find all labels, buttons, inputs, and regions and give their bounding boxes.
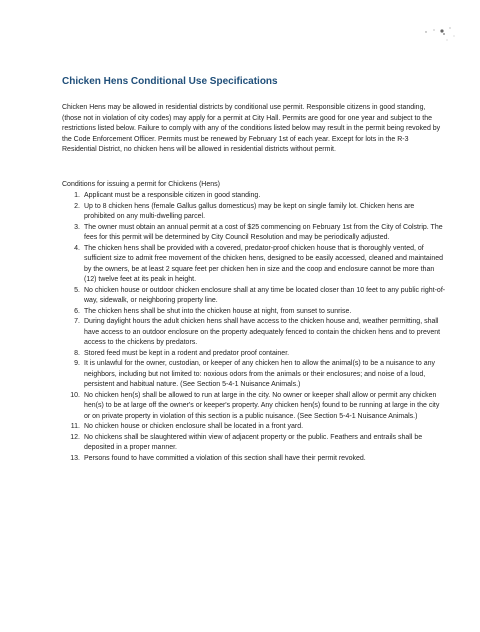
condition-number: 3. xyxy=(74,223,80,231)
condition-item xyxy=(62,191,446,202)
condition-number: 5. xyxy=(74,286,80,294)
conditions-list xyxy=(62,191,446,464)
condition-item xyxy=(62,286,446,307)
condition-number: 2. xyxy=(74,202,80,210)
condition-text: The chicken hens shall be provided with a covered, predator-proof chicken house that is thoroughly vented, of sufficient size to admit free movement of the chicken hens, designed to be easily accessed, cleaned and maintained by the owners, be at least 2 square feet per chicken hen in size and the coop and enclosure cannot be more than (12) twelve feet at its peak in height. xyxy=(84,244,444,283)
condition-text: No chicken house or outdoor chicken enclosure shall at any time be located closer than 10 feet to any public right-of-way, sidewalk, or neighboring property line. xyxy=(84,286,446,304)
condition-item xyxy=(62,454,446,465)
condition-number: 1. xyxy=(74,192,80,199)
condition-item xyxy=(62,317,446,349)
condition-item xyxy=(62,359,446,391)
condition-item xyxy=(62,223,446,244)
condition-item xyxy=(62,391,446,423)
intro-paragraph: Chicken Hens may be allowed in residential districts by conditional use permit. Responsible citizens in good standing, (those not in violation of city codes) may apply for a permit at City Hall. Permits are good for one year and subject to the restrictions listed below. Failure to comply with any of the conditions listed below may result in the permit being revoked by the Code Enforcement Officer. Permits must be renewed by February 1st of each year. Except for lots in the R-3 Residential District, no chicken hens will be allowed in residential districts without permit. xyxy=(62,104,441,153)
scan-speck-mark xyxy=(420,18,460,48)
condition-text: The owner must obtain an annual permit at a cost of $25 commencing on February 1st from the City of Colstrip. The fees for this permit will be determined by City Council Resolution and may be periodically adjusted. xyxy=(84,223,443,241)
condition-number: 13. xyxy=(70,454,80,462)
document-title: Chicken Hens Conditional Use Specifications xyxy=(62,76,278,87)
condition-text: Stored feed must be kept in a rodent and predator proof container. xyxy=(84,349,290,357)
condition-item xyxy=(62,422,446,433)
condition-number: 6. xyxy=(74,307,80,315)
condition-text: Persons found to have committed a violation of this section shall have their permit revoked. xyxy=(84,454,366,462)
conditions-heading: Conditions for issuing a permit for Chickens (Hens) xyxy=(62,181,220,188)
condition-number: 8. xyxy=(74,349,80,357)
condition-text: During daylight hours the adult chicken hens shall have access to the chicken house and, weather permitting, shall have access to an outdoor enclosure on the property adequately fenced to contain the chicken hens and to prevent access to the chickens by predators. xyxy=(84,318,441,346)
condition-number: 9. xyxy=(74,360,80,367)
condition-item xyxy=(62,307,446,318)
condition-item xyxy=(62,349,446,360)
condition-text: No chicken house or chicken enclosure shall be located in a front yard. xyxy=(84,423,304,430)
condition-number: 4. xyxy=(74,244,80,252)
condition-item xyxy=(62,244,446,286)
condition-text: Up to 8 chicken hens (female Gallus gallus domesticus) may be kept on single family lot. Chicken hens are prohibited on any multi-dwelling parcel. xyxy=(84,202,415,220)
condition-number: 7. xyxy=(74,318,80,325)
condition-text: The chicken hens shall be shut into the chicken house at night, from sunset to sunrise. xyxy=(84,307,352,315)
condition-text: Applicant must be a responsible citizen in good standing. xyxy=(84,192,261,199)
condition-text: No chicken hen(s) shall be allowed to run at large in the city. No owner or keeper shall allow or permit any chicken hen(s) to be at large off the owner's or keeper's property. Any chicken hen(s) found to be running at large in the city or on private property in violation of this section is a public nuisance. (See Section 5-4-1 Nuisance Animals.) xyxy=(84,391,440,420)
condition-number: 12. xyxy=(70,433,80,441)
condition-number: 11. xyxy=(70,423,80,430)
condition-item xyxy=(62,202,446,223)
condition-text: It is unlawful for the owner, custodian, or keeper of any chicken hen to allow the animal(s) to be a nuisance to any neighbors, including but not limited to: noxious odors from the animals or their enclosures; and noise of a loud, persistent and habitual nature. (See Section 5-4-1 Nuisance Animals.) xyxy=(84,360,435,388)
condition-item xyxy=(62,433,446,454)
condition-number: 10. xyxy=(70,391,80,399)
condition-text: No chickens shall be slaughtered within view of adjacent property or the public. Feathers and entrails shall be deposited in a proper manner. xyxy=(84,433,423,451)
